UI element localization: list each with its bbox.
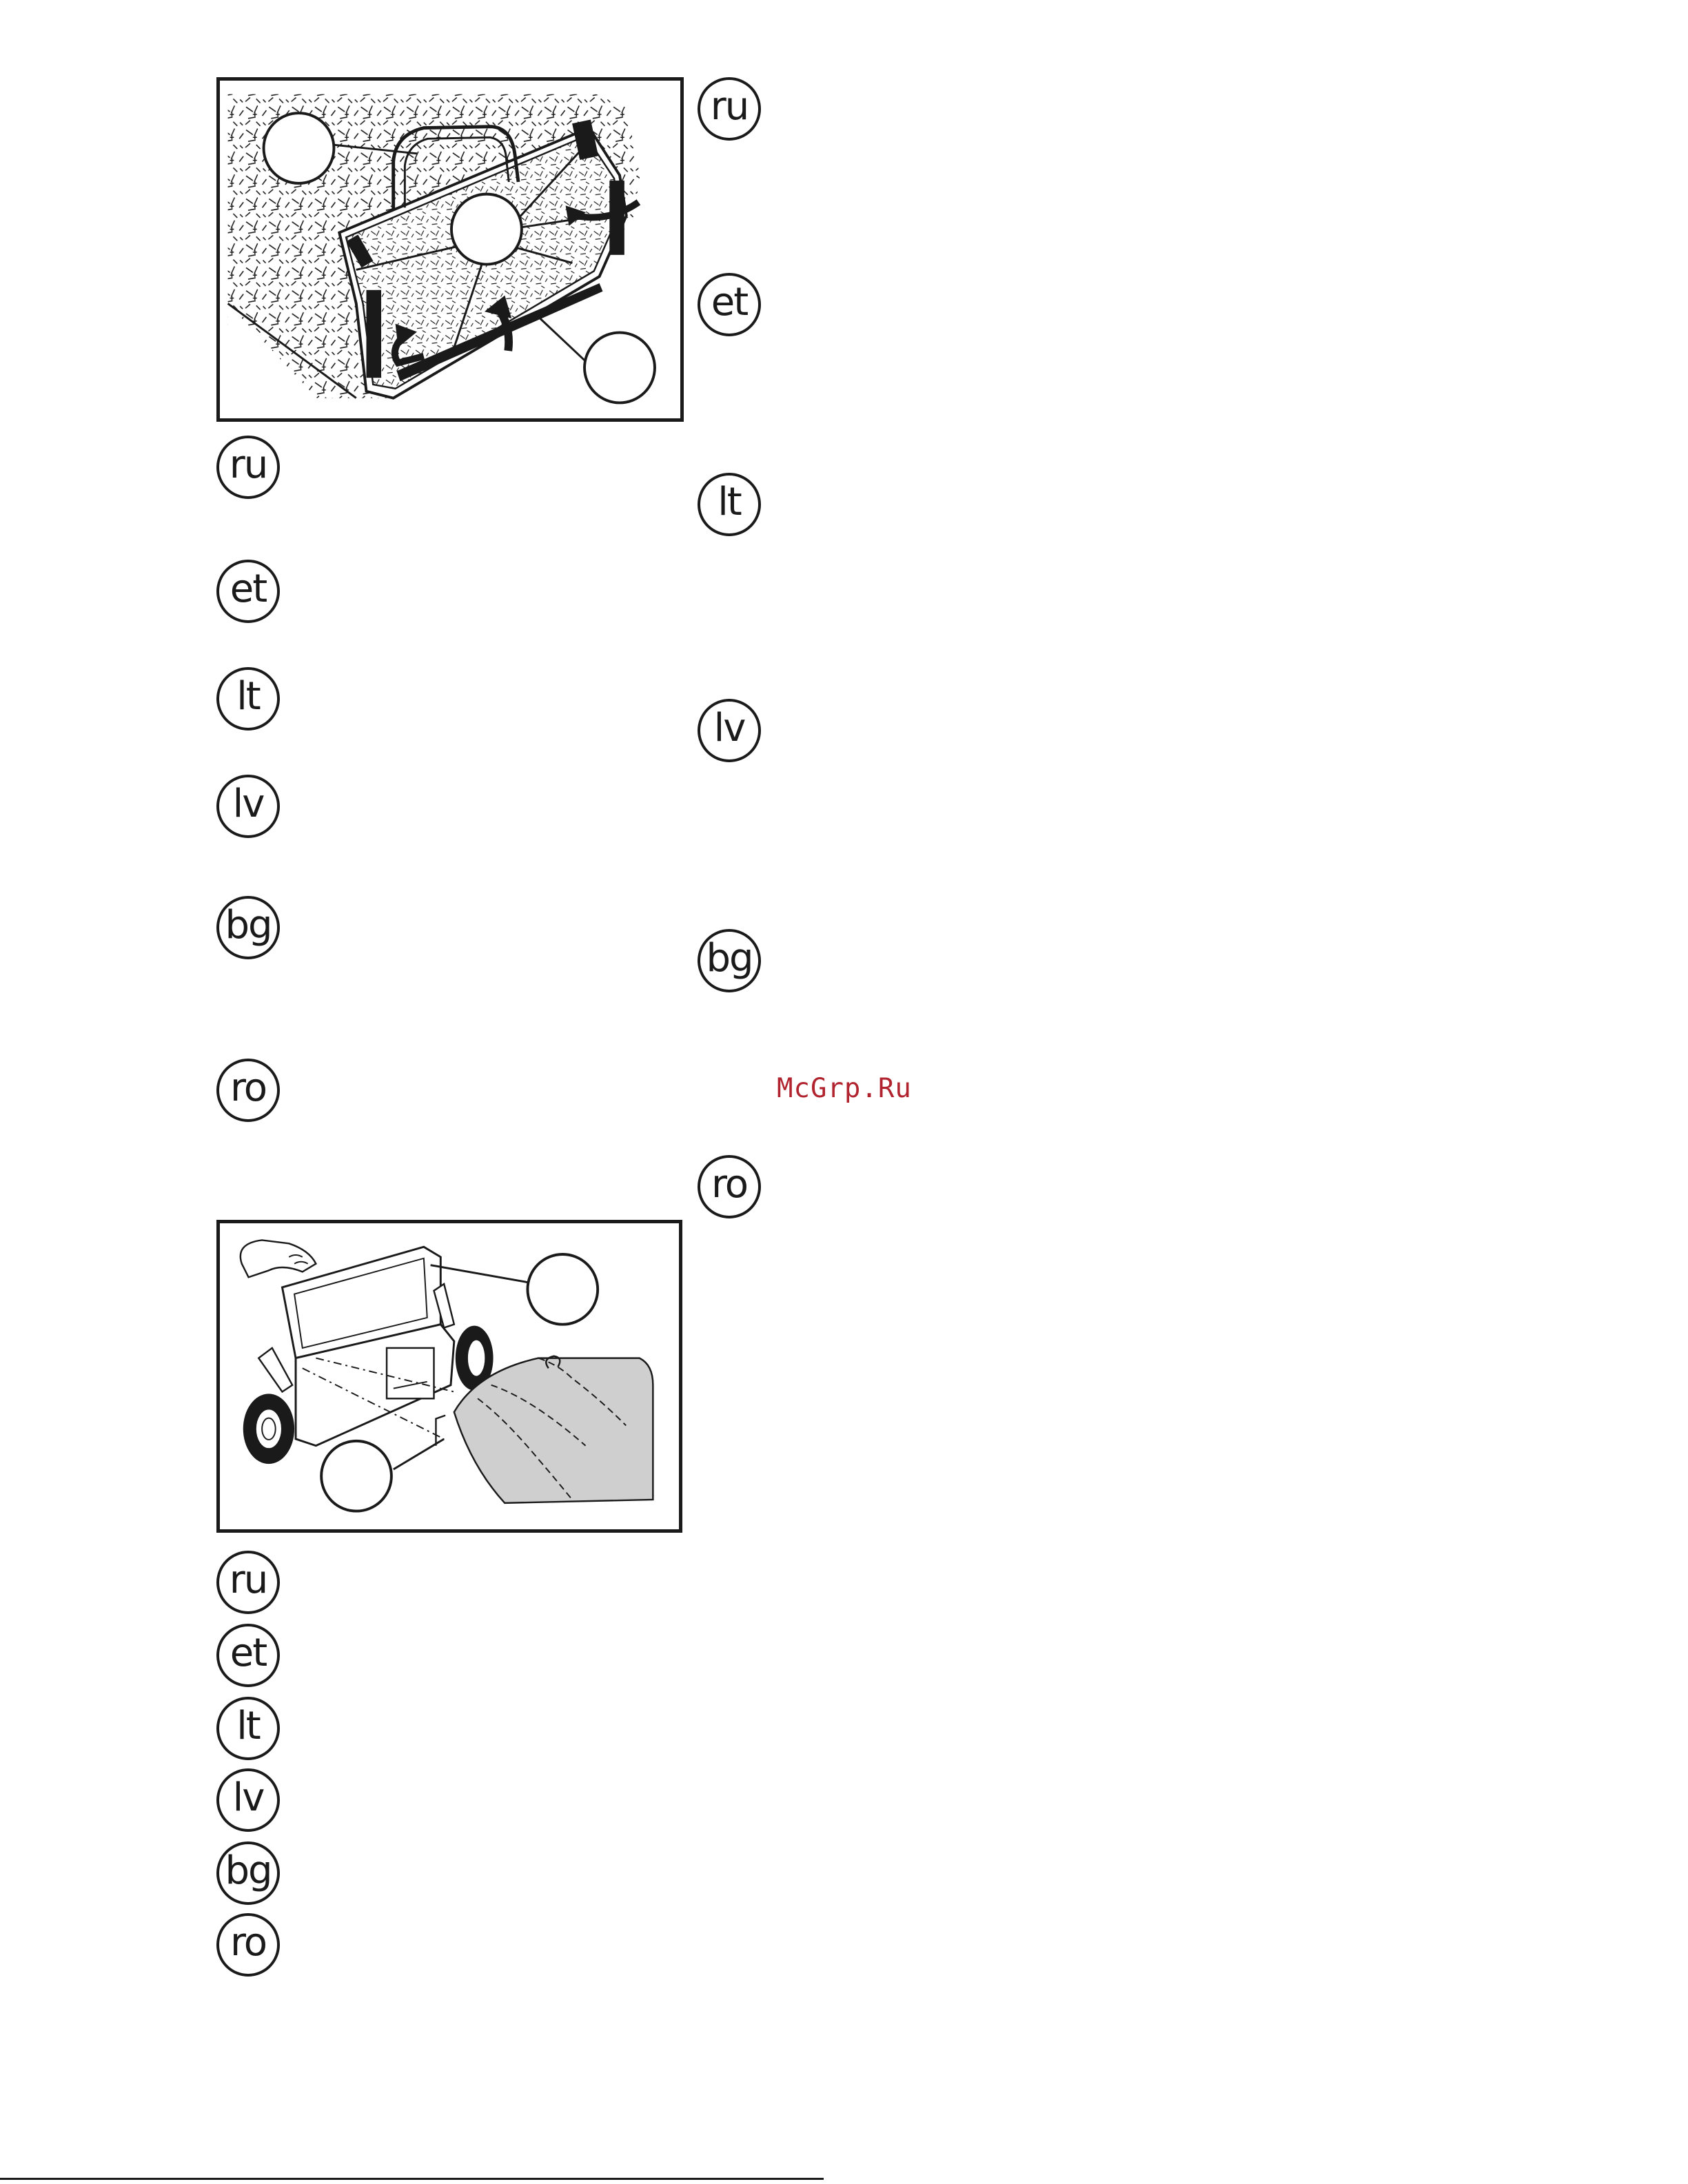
language-marker-et: et — [698, 273, 761, 336]
language-marker-lt: lt — [216, 1697, 280, 1760]
language-marker-bg: bg — [698, 929, 761, 992]
callout-circle-1 — [264, 113, 334, 183]
grass-bag-frame-illustration — [220, 81, 680, 418]
language-marker-ro: ro — [698, 1155, 761, 1218]
callout-circle-2 — [321, 1441, 392, 1511]
language-marker-lv: lv — [216, 775, 280, 838]
language-marker-et: et — [216, 1624, 280, 1687]
language-marker-lt: lt — [216, 667, 280, 731]
language-marker-bg: bg — [216, 1841, 280, 1905]
figure-grass-bag-frame — [216, 77, 684, 422]
language-marker-ro: ro — [216, 1913, 280, 1977]
figure-mower-grass-bag — [216, 1220, 682, 1533]
language-marker-lv: lv — [698, 699, 761, 762]
language-marker-lt: lt — [698, 473, 761, 536]
language-marker-ru: ru — [216, 436, 280, 499]
callout-circle-2 — [451, 194, 522, 265]
watermark-text: McGrp.Ru — [777, 1073, 912, 1104]
footer-divider — [0, 2178, 824, 2180]
language-marker-et: et — [216, 560, 280, 623]
mower-grass-bag-illustration — [220, 1223, 679, 1529]
callout-circle-1 — [527, 1254, 598, 1325]
callout-circle-3 — [584, 333, 655, 403]
language-marker-bg: bg — [216, 896, 280, 959]
language-marker-ru: ru — [698, 77, 761, 141]
language-marker-lv: lv — [216, 1768, 280, 1832]
language-marker-ro: ro — [216, 1059, 280, 1122]
language-marker-ru: ru — [216, 1551, 280, 1614]
